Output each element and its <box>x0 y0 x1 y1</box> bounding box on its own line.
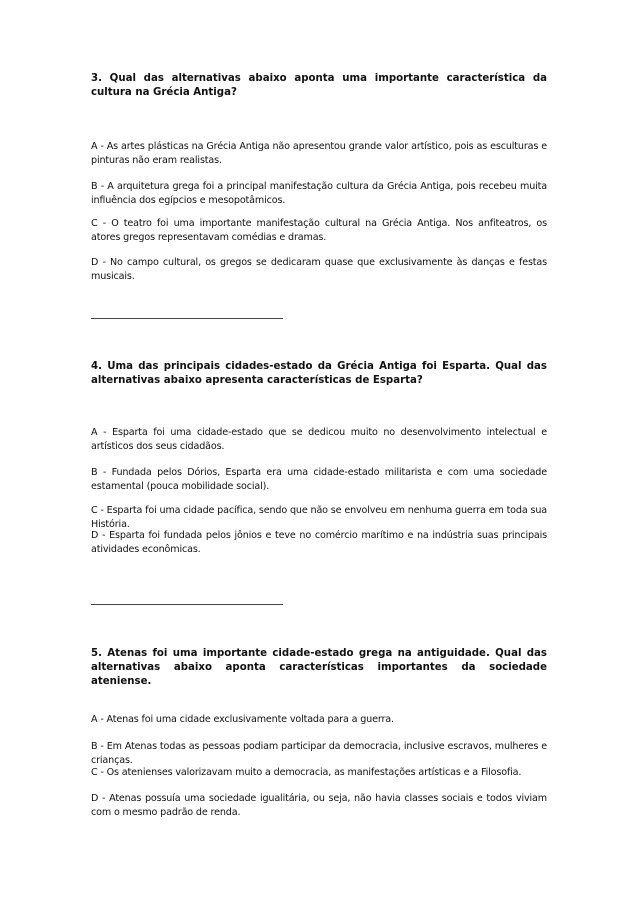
question-3-option-d: D - No campo cultural, os gregos se dedicaram quase que exclusivamente às danças e festas musicais. <box>91 257 547 282</box>
question-4-title: 4. Uma das principais cidades-estado da Grécia Antiga foi Esparta. Qual das alternativas abaixo apresenta características de Esparta? <box>91 361 547 386</box>
question-4-option-c: C - Esparta foi uma cidade pacífica, sendo que não se envolveu em nenhuma guerra em toda sua História. <box>91 505 547 530</box>
question-5-title: 5. Atenas foi uma importante cidade-estado grega na antiguidade. Qual das alternativas abaixo aponta características importantes da sociedade ateniense. <box>91 648 547 687</box>
answer-line-4 <box>91 604 283 605</box>
question-5-option-d: D - Atenas possuía uma sociedade igualitária, ou seja, não havia classes sociais e todos viviam com o mesmo padrão de renda. <box>91 793 547 818</box>
question-4-option-a: A - Esparta foi uma cidade-estado que se dedicou muito no desenvolvimento intelectual e artísticos dos seus cidadãos. <box>91 427 547 452</box>
question-4-option-b: B - Fundada pelos Dórios, Esparta era uma cidade-estado militarista e com uma sociedade estamental (pouca mobilidade social). <box>91 467 547 492</box>
question-4-option-d: D - Esparta foi fundada pelos jônios e teve no comércio marítimo e na indústria suas principais atividades econômicas. <box>91 530 547 555</box>
question-3-option-c: C - O teatro foi uma importante manifestação cultural na Grécia Antiga. Nos anfiteatros, os atores gregos representavam comédias e dramas. <box>91 218 547 243</box>
question-5-option-a: A - Atenas foi uma cidade exclusivamente voltada para a guerra. <box>91 714 394 725</box>
question-5-option-c: C - Os atenienses valorizavam muito a democracia, as manifestações artísticas e a Filosofia. <box>91 767 522 778</box>
question-5-option-b: B - Em Atenas todas as pessoas podiam participar da democracia, inclusive escravos, mulheres e crianças. <box>91 741 547 766</box>
question-3-title: 3. Qual das alternativas abaixo aponta uma importante característica da cultura na Grécia Antiga? <box>91 73 547 98</box>
question-3-option-a: A - As artes plásticas na Grécia Antiga não apresentou grande valor artístico, pois as esculturas e pinturas não eram realistas. <box>91 141 547 166</box>
question-3-option-b: B - A arquitetura grega foi a principal manifestação cultura da Grécia Antiga, pois recebeu muita influência dos egípcios e mesopotâmicos. <box>91 181 547 206</box>
answer-line-3 <box>91 318 283 319</box>
